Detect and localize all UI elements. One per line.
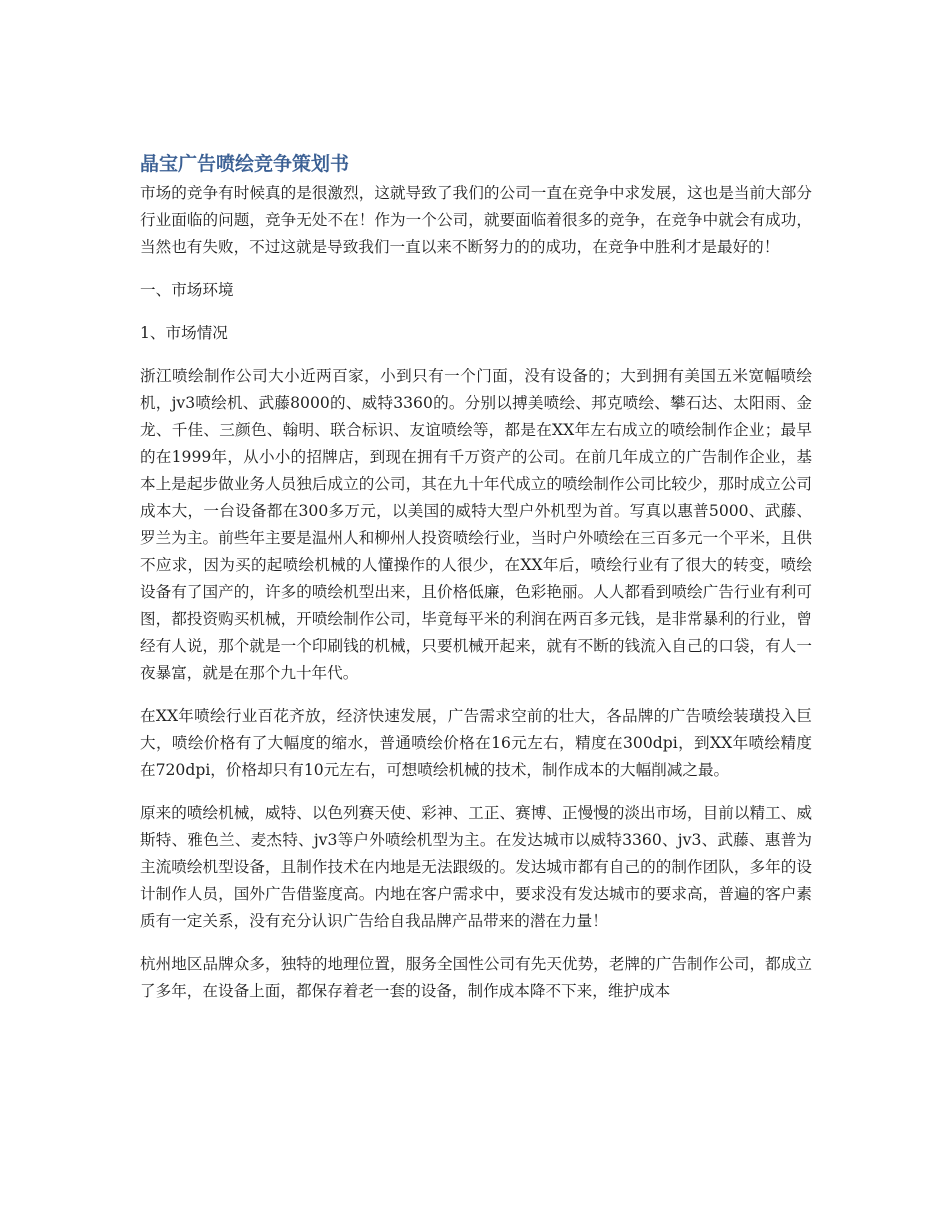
paragraph-price-drop: 在XX年喷绘行业百花齐放，经济快速发展，广告需求空前的壮大，各品牌的广告喷绘装璜投入巨大，喷绘价格有了大幅度的缩水，普通喷绘价格在16元左右，精度在300dpi，到XX年喷绘精度在720dpi，价格却只有10元左右，可想喷绘机械的技术，制作成本的大幅削减之最。 [140,707,812,779]
section-heading-market-environment: 一、市场环境 [140,281,234,299]
document-title: 晶宝广告喷绘竞争策划书 [140,153,350,175]
paragraph-machines: 原来的喷绘机械，威特、以色列赛天使、彩神、工正、赛博、正慢慢的淡出市场，目前以精工、威斯特、雅色兰、麦杰特、jv3等户外喷绘机型为主。在发达城市以威特3360、jv3、武藤、惠普为主流喷绘机型设备，且制作技术在内地是无法跟级的。发达城市都有自己的的制作团队，多年的设计制作人员，国外广告借鉴度高。内地在客户需求中，要求没有发达城市的要求高，普遍的客户素质有一定关系，没有充分认识广告给自我品牌产品带来的潜在力量！ [140,804,812,930]
paragraph-hangzhou: 杭州地区品牌众多，独特的地理位置，服务全国性公司有先天优势，老牌的广告制作公司，都成立了多年，在设备上面，都保存着老一套的设备，制作成本降不下来，维护成本 [140,955,812,1000]
document-page [140,150,812,1005]
subsection-heading-market-situation: 1、市场情况 [140,324,228,342]
intro-paragraph: 市场的竞争有时候真的是很激烈，这就导致了我们的公司一直在竞争中求发展，这也是当前大部分行业面临的问题，竞争无处不在！作为一个公司，就要面临着很多的竞争，在竞争中就会有成功，当然也有失败，不过这就是导致我们一直以来不断努力的的成功，在竞争中胜利才是最好的！ [140,184,812,256]
paragraph-zhejiang-market: 浙江喷绘制作公司大小近两百家，小到只有一个门面，没有设备的；大到拥有美国五米宽幅喷绘机，jv3喷绘机、武藤8000的、威特3360的。分别以搏美喷绘、邦克喷绘、攀石达、太阳雨、金龙、千佳、三颜色、翰明、联合标识、友谊喷绘等，都是在XX年左右成立的喷绘制作企业；最早的在1999年，从小小的招牌店，到现在拥有千万资产的公司。在前几年成立的广告制作企业，基本上是起步做业务人员独后成立的公司，其在九十年代成立的喷绘制作公司比较少，那时成立公司成本大，一台设备都在300多万元，以美国的威特大型户外机型为首。写真以惠普5000、武藤、罗兰为主。前些年主要是温州人和柳州人投资喷绘行业，当时户外喷绘在三百多元一个平米，且供不应求，因为买的起喷绘机械的人懂操作的人很少，在XX年后，喷绘行业有了很大的转变，喷绘设备有了国产的，许多的喷绘机型出来，且价格低廉，色彩艳丽。人人都看到喷绘广告行业有利可图，都投资购买机械，开喷绘制作公司，毕竟每平米的利润在两百多元钱，是非常暴利的行业，曾经有人说，那个就是一个印刷钱的机械，只要机械开起来，就有不断的钱流入自己的口袋，有人一夜暴富，就是在那个九十年代。 [140,367,812,682]
